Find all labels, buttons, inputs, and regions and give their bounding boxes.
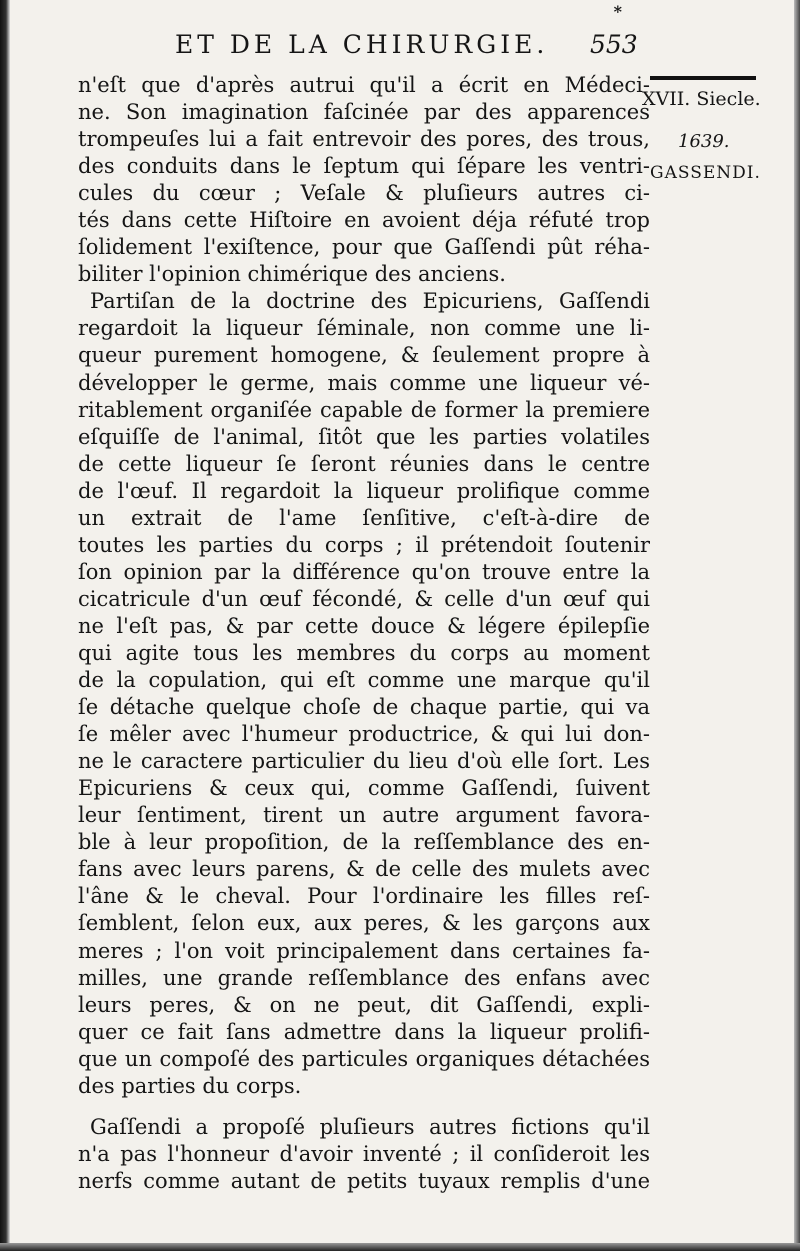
text-line: leur ſentiment, tirent un autre argument favora- <box>78 803 650 828</box>
margin-note-year: 1639. <box>678 131 730 152</box>
text-line: qui agite tous les membres du corps au moment <box>78 640 650 665</box>
text-line: queur purement homogene, & ſeulement propre à <box>78 343 650 368</box>
text-line: regardoit la liqueur ſéminale, non comme une li- <box>78 316 650 341</box>
text-line: Partiſan de la doctrine des Epicuriens, Gaſſendi <box>90 289 650 314</box>
text-line: cules du cœur ; Veſale & pluſieurs autres ci- <box>78 181 650 206</box>
corner-mark: * <box>613 2 622 21</box>
text-line: leurs peres, & on ne peut, dit Gaſſendi, expli- <box>78 992 650 1017</box>
text-line: tés dans cette Hiſtoire en avoient déja réfuté trop <box>78 208 650 233</box>
text-line: développer le germe, mais comme une liqueur vé- <box>78 370 650 395</box>
text-line: quer ce fait ſans admettre dans la liqueur prolifi- <box>78 1019 650 1044</box>
text-line: milles, une grande reſſemblance des enfans avec <box>78 965 650 990</box>
scan-edge-bottom <box>0 1243 800 1251</box>
header-rule <box>650 76 756 80</box>
text-line: n'eſt que d'après autrui qu'il a écrit en Médeci- <box>78 73 650 97</box>
text-line: biliter l'opinion chimérique des anciens. <box>78 262 506 287</box>
text-line: ne le caractere particulier du lieu d'où elle ſort. Les <box>78 749 650 774</box>
paragraph <box>78 1114 650 1195</box>
text-line: de la copulation, qui eſt comme une marque qu'il <box>78 668 650 693</box>
page-number: 553 <box>590 30 638 59</box>
text-line: des parties du corps. <box>78 1073 302 1098</box>
text-line: ſolidement l'exiſtence, pour que Gaſſendi pût réha- <box>78 235 650 260</box>
text-line: que un compoſé des particules organiques détachées <box>78 1046 650 1071</box>
text-line: ſe mêler avec l'humeur productrice, & qui lui don- <box>78 722 650 747</box>
text-line: Epicuriens & ceux qui, comme Gaſſendi, ſuivent <box>78 776 650 801</box>
text-line: ne l'eſt pas, & par cette douce & légere épilepſie <box>78 613 650 638</box>
text-line: ſon opinion par la différence qu'on trouve entre la <box>78 559 650 584</box>
text-line: ble à leur propoſition, de la reſſemblance des en- <box>78 830 650 855</box>
paragraph-gap <box>78 1100 650 1114</box>
text-line: ſe détache quelque choſe de chaque partie, qui va <box>78 695 650 720</box>
text-line: un extrait de l'ame ſenſitive, c'eſt-à-dire de <box>78 505 650 530</box>
text-line: ritablement organiſée capable de former la premiere <box>78 397 650 422</box>
text-line: n'a pas l'honneur d'avoir inventé ; il conſideroit les <box>78 1141 650 1166</box>
text-line: l'âne & le cheval. Pour l'ordinaire les filles reſ- <box>78 884 650 909</box>
margin-note-century: XVII. Siecle. <box>642 88 761 110</box>
text-line: cicatricule d'un œuf fécondé, & celle d'un œuf qui <box>78 586 650 611</box>
text-line: de cette liqueur ſe ſeront réunies dans le centre <box>78 451 650 476</box>
margin-note-name: GASSENDI. <box>650 163 761 183</box>
paragraph <box>78 72 650 288</box>
paragraph <box>78 288 650 1099</box>
text-line: Gaſſendi a propoſé pluſieurs autres fictions qu'il <box>90 1114 650 1139</box>
text-line: toutes les parties du corps ; il prétendoit ſoutenir <box>78 532 650 557</box>
text-line: de l'œuf. Il regardoit la liqueur prolifique comme <box>78 478 650 503</box>
scan-edge-left <box>0 0 10 1251</box>
running-head: ET DE LA CHIRURGIE. <box>175 30 549 59</box>
body-text <box>78 72 650 1195</box>
text-line: trompeuſes lui a fait entrevoir des pores, des trous, <box>78 127 650 152</box>
text-line: ne. Son imagination faſcinée par des apparences <box>78 100 650 125</box>
text-line: meres ; l'on voit principalement dans certaines fa- <box>78 938 650 963</box>
text-line: ſemblent, ſelon eux, aux peres, & les garçons aux <box>78 911 650 936</box>
text-line: fans avec leurs parens, & de celle des mulets avec <box>78 857 650 882</box>
text-line: des conduits dans le ſeptum qui ſépare les ventri- <box>78 154 650 179</box>
text-line: nerfs comme autant de petits tuyaux remplis d'une <box>78 1168 650 1193</box>
scan-edge-right <box>794 0 800 1251</box>
text-line: eſquiſſe de l'animal, ſitôt que les parties volatiles <box>78 424 650 449</box>
